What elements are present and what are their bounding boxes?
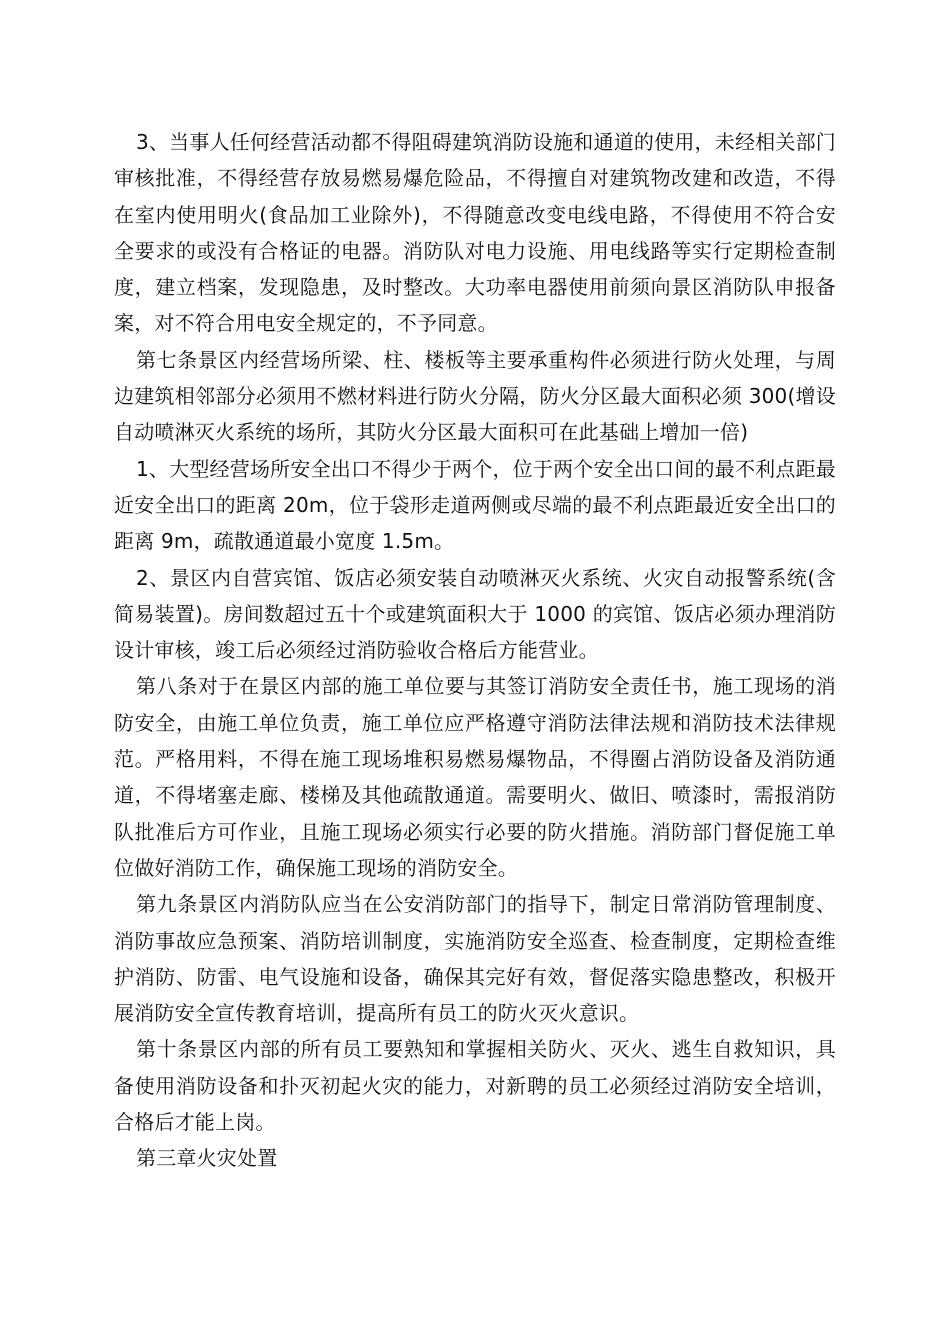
- paragraph-article-9: 第九条景区内消防队应当在公安消防部门的指导下，制定日常消防管理制度、消防事故应急预案、消防培训制度，实施消防安全巡查、检查制度，定期检查维护消防、防雷、电气设施和设备，确保其完好有效，督促落实隐患整改，积极开展消防安全宣传教育培训，提高所有员工的防火灭火意识。: [114, 892, 836, 1026]
- document-body: [114, 124, 836, 1177]
- paragraph-item-2-hotels: 2、景区内自营宾馆、饭店必须安装自动喷淋灭火系统、火灾自动报警系统(含简易装置)。房间数超过五十个或建筑面积大于 1000 的宾馆、饭店必须办理消防设计审核，竣工后必须经过消防验收合格后方能营业。: [114, 565, 836, 663]
- paragraph-article-10: 第十条景区内部的所有员工要熟知和掌握相关防火、灭火、逃生自救知识，具备使用消防设备和扑灭初起火灾的能力，对新聘的员工必须经过消防安全培训，合格后才能上岗。: [114, 1037, 836, 1135]
- paragraph-article-7: 第七条景区内经营场所梁、柱、楼板等主要承重构件必须进行防火处理，与周边建筑相邻部分必须用不燃材料进行防火分隔，防火分区最大面积必须 300(增设自动喷淋灭火系统的场所，其防火分区最大面积可在此基础上增加一倍): [114, 347, 836, 445]
- chapter-heading: 第三章火灾处置: [136, 1146, 278, 1171]
- paragraph-item-3-fire-passage: 3、当事人任何经营活动都不得阻碍建筑消防设施和通道的使用，未经相关部门审核批准，不得经营存放易燃易爆危险品，不得擅自对建筑物改建和改造，不得在室内使用明火(食品加工业除外)，不得随意改变电线电路，不得使用不符合安全要求的或没有合格证的电器。消防队对电力设施、用电线路等实行定期检查制度，建立档案，发现隐患，及时整改。大功率电器使用前须向景区消防队申报备案，对不符合用电安全规定的，不予同意。: [114, 130, 836, 336]
- paragraph-article-8: 第八条对于在景区内部的施工单位要与其签订消防安全责任书，施工现场的消防安全，由施工单位负责，施工单位应严格遵守消防法律法规和消防技术法律规范。严格用料，不得在施工现场堆积易燃易爆物品，不得圈占消防设备及消防通道，不得堵塞走廊、楼梯及其他疏散通道。需要明火、做旧、喷漆时，需报消防队批准后方可作业，且施工现场必须实行必要的防火措施。消防部门督促施工单位做好消防工作，确保施工现场的消防安全。: [114, 674, 836, 880]
- paragraph-item-1-exits: 1、大型经营场所安全出口不得少于两个，位于两个安全出口间的最不利点距最近安全出口的距离 20m，位于袋形走道两侧或尽端的最不利点距最近安全出口的距离 9m，疏散通道最小宽度 1.5m。: [114, 456, 836, 554]
